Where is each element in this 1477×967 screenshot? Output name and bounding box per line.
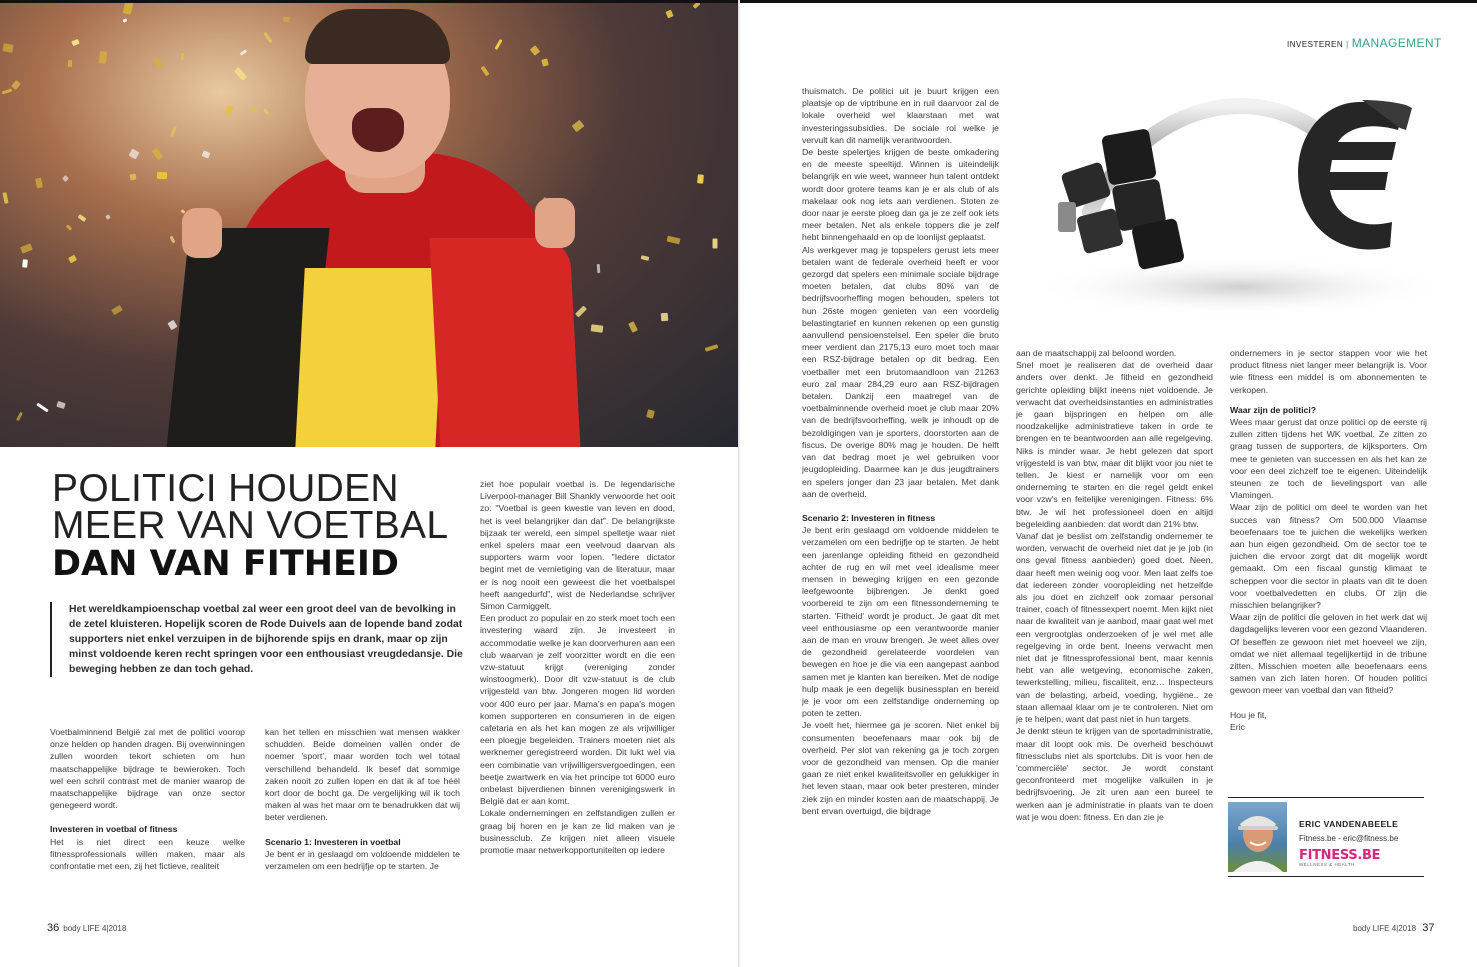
paragraph: Je bent erin geslaagd om voldoende middelen te verzamelen om een bedrijfje op te starten. Je hebt een jarenlange opleiding fitheid en gezondheid achter de rug en wil met veel idealisme meer mensen in beweging krijgen en een gezonde leefgewoonte bijbrengen. Je denkt goed voorbereid te zijn om een fitnessonderneming te starten. 'Fitheid' wordt je product. Je gaat dit met veel enthousiasme op een verantwoorde manier aan de man en vrouw brengen. Je weet alles over de gezondheid gerelateerde voordelen van bewegen en hoe je die via een aangepast aanbod samen met je klanten kan bereiken. Met de nodige hulp maak je een degelijk businessplan en bereid je je voor om een zelfstandige onderneming op poten te zetten. [802,525,999,719]
paragraph: Snel moet je realiseren dat de overheid daar anders over denkt. Je fitheid en gezondheid gerichte opleiding blijkt ineens niet voldoende. Je verwacht dat overheidsinstanties en administraties je gaan bijspringen en helpen om alle noodzakelijke administratieve taken in orde te brengen en te beantwoorden aan alle regelgeving. Niks is minder waar. Je hebt gelezen dat sport vrijgesteld is van btw, maar dit blijkt voor jou niet te tellen. Je kiest er namelijk voor om een onderneming te starten en die regel geldt enkel voor vzw's en feitelijke verenigingen. Fitness: 6% btw. Je wil het professioneel doen en altijd begeleiding aanbieden: dat wordt dan 21% btw. [1016,360,1213,529]
confetti-piece [591,324,604,332]
confetti-piece [22,259,28,267]
dumbbell-euro-illustration [1020,72,1460,322]
confetti-piece [251,109,257,113]
paragraph: De beste spelertjes krijgen de beste omkadering en de meeste speeltijd. Winnen is uiteindelijk belangrijk en wie weet, wanneer hun talent ontdekt wordt door grotere teams kan je er als club of als makelaar ook nog iets aan verdienen. Stoten ze door naar je eerste ploeg dan ga je ze zelf ook iets meer betalen. Net als enkele toppers die je zelf hebt binnengehaald en op de loonlijst geplaatst. [802,147,999,243]
subheading: Waar zijn de politici? [1230,404,1317,415]
subheading: Scenario 1: Investeren in voetbal [265,836,401,847]
paragraph: aan de maatschappij zal beloond worden. [1016,348,1177,358]
text-column-3 [480,478,675,856]
page-number-right: 37 [1422,922,1435,934]
signature-name: Eric [1230,721,1245,732]
confetti-piece [713,239,718,249]
paragraph: Wees maar gerust dat onze politici op de eerste rij zullen zitten tijdens het WK voetbal. Ze zitten zo graag tussen de supporters, de kijksporters. Om mee te genieten van successen en als het kan ze voor een deel zichzelf toe te eigenen. Uiteindelijk steunen ze toch de lievelingsport van alle Vlamingen. [1230,417,1427,501]
confetti-piece [641,255,650,261]
paragraph: Waar zijn de politici om deel te worden van het succes van fitness? Om 500.000 Vlaamse beoefenaars toe te juichen die wekelijks werken aan hun eigen gezondheid. Om de sector toe te juichen die ervoor zorgt dat dit mogelijk wordt gemaakt. Om een fiscaal gunstig klimaat te scheppen voor die sector in plaats van dit te doen voor voetbalvedetten en clubs. Of zijn die misschien belangrijker? [1230,502,1427,611]
fan-hair [305,9,450,64]
confetti-piece [66,224,72,230]
confetti-piece [202,150,211,158]
subheading: Investeren in voetbal of fitness [50,824,178,835]
headline-line-3: DAN VAN FITHEID [52,544,399,584]
confetti-piece [530,45,540,56]
confetti-piece [62,175,69,182]
author-photo [1228,802,1287,872]
confetti-piece [20,243,33,254]
paragraph: Je voelt het, hiermee ga je scoren. Niet enkel bij consumenten beoefenaars maar ook bij de overheid. Per slot van rekening ga je toch zorgen voor de gezondheid van mensen. Op die manier gaan ze niet enkel kwaliteitsvoller en gelukkiger in het leven staan, maar ook beter presteren, minder ziek zijn en minder kosten aan de maatschappij. Je bent ervan overtuigd, die bijdrage [802,720,999,816]
confetti-piece [283,17,290,23]
text-column-1 [50,726,245,872]
confetti-piece [697,174,704,183]
confetti-piece [2,89,12,95]
author-contact: Fitness.be - eric@fitness.be [1299,834,1399,843]
paragraph: Als werkgever mag je topspelers gerust iets meer betalen want de federale overheid heeft er voor gezorgd dat spelers een minimale sociale bijdrage moeten betalen, dat clubs 80% van de bedrijfsvoorheffing mogen behouden, spelers tot hun 26ste mogen genieten van een voordelig belastingtarief en kunnen rekenen op een gunstig aanvullend pensioenstelsel. Een speler die bruto meer verdient dan 2175,13 euro moet toch maar een RSZ-bijdrage betalen op dit bedrag. Een voetballer met een brutomaandloon van 21263 euro zal maar 284,29 euro aan RSZ-bijdragen betalen. Dankzij een maatregel van de voetbalminnende overheid moet je club maar 20% van de bedrijfsvoorheffing, welk je inhoudt op de bezoldigingen van je sporters, doorstorten aan de fiscus. De overige 80% mag je houden. De helft van dat bedrag moet je wel gebruiken voor jeugdopleiding. Daarmee kan je dus jeugdtrainers en spelers jonger dan 23 jaar betalen. Met dank aan de overheid. [802,244,999,499]
confetti-piece [35,177,43,188]
confetti-piece [494,39,502,50]
paragraph: Je denkt steun te krijgen van de sportadministratie, maar dit loopt ook mis. De overheid beschouwt fitnessclubs niet als sportclubs. Dit is voor hen de 'commerciële' sector. Je wordt constant geconfronteerd met mogelijke valkuilen in je bedrijfsvoering. Je zit uren aan een bureel te werken aan je administratie in plaats van te doen wat je wou doen: fitness. En dan zie je [1016,726,1213,822]
confetti-piece [666,236,680,245]
confetti-piece [71,39,79,46]
lead-text: Het wereldkampioenschap voetbal zal weer een groot deel van de bevolking in de zetel kluisteren. Hopelijk scoren de Rode Duivels aan de lopende band zodat supporters niet enkel verzuipen in de bijhorende spijs en drank, maar op zijn minst voldoende keren recht springen voor een enthousiast vreugdedansje. Die beweging hebben ze dan toch gehad. [69,604,463,675]
confetti-piece [481,66,490,77]
confetti-piece [153,57,163,70]
confetti-piece [16,412,23,421]
confetti-piece [263,108,269,114]
fitness-be-logo [1299,849,1380,867]
confetti-piece [541,58,549,66]
page-gutter [738,0,740,967]
confetti-piece [693,3,701,9]
fan-left-hand [182,208,222,258]
magazine-label-right: body LIFE 4|2018 [1353,924,1417,933]
confetti-piece [152,148,163,160]
article-headline [52,467,482,584]
paragraph: Vanaf dat je beslist om zelfstandig ondernemer te worden, verwacht de overheid niet dat je je job (in ons geval fitness aanbieden) goed doet. Neen, daar heeft men weinig oog voor. Men laat zelfs toe dat iedereen zonder vooropleiding net hetzelfde als jou doet en zichzelf ook zomaar personal trainer, coach of fitnessexpert noemt. Men kijkt niet naar de kwaliteit van je aanbod, maar gaat wel met een vergrootglas onderzoeken of je wel met alle regelgeving in orde bent. Ineens verwacht men niet dat je fitnessprofessional bent, maar kennis hebt van alle wetgeving, economische zaken, tewerkstelling, milieu, fiscaliteit, enz… Inspecteurs van de belasting, arbeid, voeding, hygiëne.. ze staan allemaal klaar om je te controleren. Niet om je te helpen, want dat past niet in hun targets. [1016,531,1213,725]
confetti-piece [78,214,87,222]
headline-line-2: MEER VAN VOETBAL [52,504,449,547]
fan-mouth [352,108,404,152]
confetti-piece [130,174,137,181]
paragraph: Het is niet direct een keuze welke fitnessprofessionals willen maken, maar als confrontatie met een, zij het fictieve, realiteit [50,836,245,872]
confetti-piece [705,344,719,352]
text-column-5 [1016,347,1213,823]
confetti-piece [11,80,21,90]
confetti-piece [123,3,133,15]
paragraph: Voetbalminnend België zal met de politici voorop onze helden op handen dragen. Bij overwinningen zullen woorden tekort schieten om hun maatschappelijke bijdrage te bewieroken. Toch wel een schril contrast met de manier waarop de maatschappelijke bijdrage van onze sector genegeerd wordt. [50,727,245,811]
confetti-piece [2,43,13,53]
author-rule-bottom [1228,876,1424,877]
paragraph: Waar zijn de politici die geloven in het werk dat wij dagdagelijks leveren voor een gezond Vlaanderen. Of beseffen ze gewoon niet met hoeveel we zijn, omdat we niet allemaal tegelijkertijd in de tribune zitten. Misschien moeten alle beoefenaars eens samen van zich laten horen. Of houden politici gewoon meer van voetbal dan van fitheid? [1230,612,1427,696]
confetti-piece [263,32,272,43]
author-rule-top [1228,797,1424,798]
text-column-2 [265,726,460,872]
folio-right [1353,922,1439,934]
confetti-piece [170,236,176,244]
confetti-piece [170,126,177,137]
confetti-piece [68,255,77,264]
confetti-piece [628,321,638,333]
subheading: Scenario 2: Investeren in fitness [802,512,936,523]
section-tag [1287,36,1442,50]
confetti-piece [225,105,235,116]
confetti-piece [105,214,110,219]
section-tag-right: MANAGEMENT [1351,36,1442,50]
text-column-4 [802,85,999,817]
paragraph: Lokale ondernemingen en zelfstandigen zullen er graag bij horen en je kan ze lid maken van je businessclub. Ze krijgen niet alleen visuele promotie maar netwerkopportuniteiten op iedere [480,808,675,856]
section-tag-left: INVESTEREN [1287,40,1344,49]
folio-left [47,922,126,934]
headline-line-1: POLITICI HOUDEN [52,467,399,510]
flag-stripe-yellow [295,268,445,447]
logo-tagline: WELLNESS & HEALTH [1299,862,1355,867]
confetti-piece [123,18,128,23]
author-name: ERIC VANDENABEELE [1299,819,1399,829]
confetti-piece [646,409,655,419]
author-box [1228,797,1424,877]
confetti-piece [111,305,123,315]
sign-off: Hou je fit, [1230,709,1267,720]
confetti-piece [661,313,669,321]
confetti-piece [167,320,177,330]
section-separator: | [1346,40,1349,49]
confetti-piece [56,401,65,409]
confetti-piece [181,53,185,60]
confetti-piece [597,264,601,273]
confetti-piece [68,60,72,67]
text-column-6 [1230,347,1427,733]
confetti-piece [665,10,673,19]
confetti-piece [2,192,8,204]
paragraph: Een product zo populair en zo sterk moet toch een investering waard zijn. Je investeert in accommodatie welke je kan doorverhuren aan een club waarvan je zelf voorzitter wordt en die een vzw-statuut krijgt (vereniging zonder winstoogmerk). Door dit vzw-statuut is de club vrijgesteld van btw. Jongeren mogen lid worden voor 400 euro per jaar. Mama's en papa's mogen komen supporteren en consumeren in de eigen cafetaria en als het kan mogen ze als vrijwilliger een ploegje begeleiden. Trainers moeten niet als werknemer geregistreerd worden. Dit lukt wel via een combinatie van vrijwilligersvergoedingen, een beetje zwartwerk en via het principe tot 6000 euro onbelast bijverdienen binnen verenigingswerk in België dat er aan komt. [480,613,675,807]
page-number-left: 36 [47,922,60,934]
logo-wordmark: FITNESS.BE [1299,848,1381,863]
flag-stripe-red [429,238,580,447]
paragraph: kan het tellen en misschien wat mensen wakker schudden. Beide domeinen vallen onder de noemer 'sport', maar worden toch wel totaal verschillend behandeld. Ik besef dat sommige zaken nooit zo zullen lopen en dat ik af toe héél kort door de bocht ga. De vergelijking wil ik toch maken al was het maar om te benadrukken dat wij beter verdienen. [265,727,460,823]
confetti-piece [157,172,167,179]
paragraph: thuismatch. De politici uit je buurt krijgen een plaatsje op de viptribune en in ruil daarvoor zal de lokale overheid wel klaarstaan met wat investeringssubsidies. De sociale rol welke je vervult kan dit namelijk verantwoorden. [802,86,999,145]
confetti-piece [234,67,247,81]
article-lead [50,602,465,677]
confetti-piece [99,51,107,64]
paragraph: ondernemers in je sector stappen voor wie het product fitness niet langer meer belangrijk is. Voor wie fitness een middel is om abonnementen te verkopen. [1230,348,1427,395]
confetti-piece [129,149,140,160]
paragraph: ziet hoe populair voetbal is. De legendarische Liverpool-manager Bill Shankly verwoorde het ooit zo: "Voetbal is geen kwestie van leven en dood, het is veel belangrijker dan dat". De belangrijkste bijzaak ter wereld, een simpel spelletje waar niet enkel spelers maar een veelvoud daarvan als supporters warm voor lopen. "Iedere dictator begint met de vernietiging van de literatuur, maar er is nog nooit een geweest die het voetbalspel heeft aangedurfd", wist de Nederlandse schrijver Simon Carmiggelt. [480,479,675,612]
confetti-piece [572,120,585,132]
fan-right-hand [535,198,575,248]
confetti-piece [240,49,248,55]
confetti-piece [575,305,587,317]
hero-photo-football-fan [0,3,738,447]
paragraph: Je bent er in geslaagd om voldoende middelen te verzamelen om een bedrijfje op te starten. Je [265,848,460,872]
confetti-piece [36,403,48,413]
magazine-label-left: body LIFE 4|2018 [63,924,127,933]
